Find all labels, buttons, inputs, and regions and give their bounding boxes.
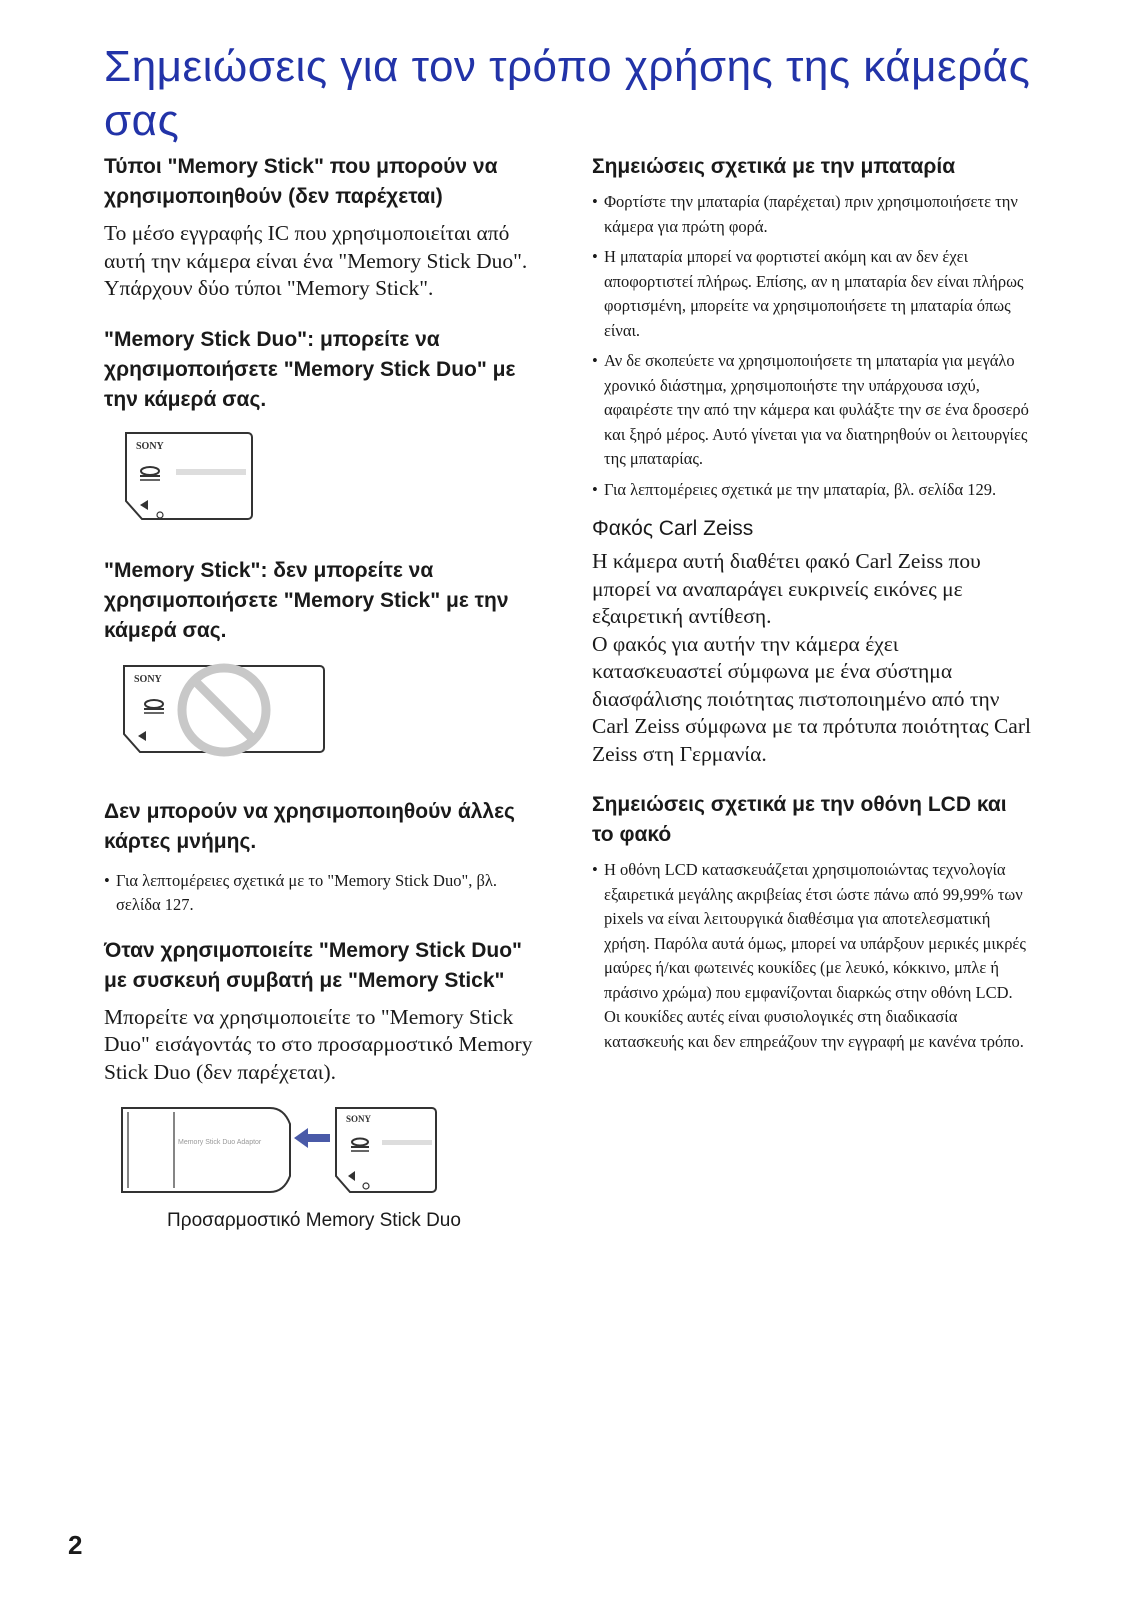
other-cards-heading: Δεν μπορούν να χρησιμοποιηθούν άλλες κάρτες μνήμης. [104, 799, 515, 853]
adapter-icon [104, 1104, 524, 1196]
lens-body-1: Η κάμερα αυτή διαθέτει φακό Carl Zeiss που μπορεί να αναπαράγει ευκρινείς εικόνες με εξαιρετική αντίθεση. [592, 549, 981, 628]
battery-heading: Σημειώσεις σχετικά με την μπαταρία [592, 155, 956, 178]
lens-body-2: Ο φακός για αυτήν την κάμερα έχει κατασκευαστεί σύμφωνα με ένα σύστημα διασφάλισης ποιότητας πιστοποιημένο από την Carl Zeiss σύμφωνα με τα πρότυπα ποιότητας Carl Zeiss στη Γερμανία. [592, 631, 1031, 766]
lcd-heading: Σημειώσεις σχετικά με την οθόνη LCD και το φακό [592, 793, 1007, 846]
list-item: • Για λεπτομέρειες σχετικά με την μπαταρία, βλ. σελίδα 129. [592, 478, 1032, 503]
insert-arrow-icon [294, 1128, 330, 1148]
right-column [592, 152, 1032, 1060]
memory-stick-icon [120, 662, 330, 766]
lcd-bullets [592, 858, 1032, 1054]
page-title: Σημειώσεις για τον τρόπο χρήσης της κάμεράς σας [104, 42, 1031, 145]
list-item: • Αν δε σκοπεύετε να χρησιμοποιήσετε τη μπαταρία για μεγάλο χρονικό διάστημα, χρησιμοποιήστε την υπάρχουσα ισχύ, αφαιρέστε την από την κάμερα και φυλάξτε την σε ένα δροσερό και ξηρό μέρος. Αυτό γίνεται για να διατηρηθούν οι λειτουργίες της μπαταρίας. [592, 349, 1032, 472]
left-column [104, 152, 544, 1233]
memory-stick-duo-figure [120, 429, 544, 530]
list-item: • Η μπαταρία μπορεί να φορτιστεί ακόμη και αν δεν έχει αποφορτιστεί πλήρως. Επίσης, αν η μπαταρία δεν είναι πλήρως φορτισμένη, μπορείτε να χρησιμοποιήσετε τη μπαταρία όπως είναι. [592, 245, 1032, 343]
adapter-figure [104, 1104, 544, 1233]
duo-brand-text: SONY [136, 440, 164, 452]
stick-heading: "Memory Stick": δεν μπορείτε να χρησιμοποιήσετε "Memory Stick" με την κάμερά σας. [104, 558, 509, 642]
memory-stick-figure [120, 662, 544, 771]
list-item: • Φορτίστε την μπαταρία (παρέχεται) πριν χρησιμοποιήσετε την κάμερα για πρώτη φορά. [592, 190, 1032, 239]
memory-stick-duo-icon [120, 429, 256, 525]
list-item: • Η οθόνη LCD κατασκευάζεται χρησιμοποιώντας τεχνολογία εξαιρετικά μεγάλης ακριβείας έτσι ώστε πάνω από 99,99% των pixels να είναι λειτουργικά διαθέσιμα για αποτελεσματική χρήση. Παρόλα αυτά όμως, μπορεί να υπάρξουν μερικές μικρές μαύρες ή/και φωτεινές κουκίδες (με λευκό, κόκκινο, μπλε ή πράσινο χρώμα) που εμφανίζονται διαρκώς στην οθόνη LCD. Οι κουκίδες αυτές είναι φυσιολογικές στη διαδικασία κατασκευής και δεν επηρεάζουν την εγγραφή με κανένα τρόπο. [592, 858, 1032, 1054]
compat-body: Μπορείτε να χρησιμοποιείτε το "Memory Stick Duo" εισάγοντάς το στο προσαρμοστικό Memory Stick Duo (δεν παρέχεται). [104, 1004, 533, 1084]
adapter-label-text: Memory Stick Duo Adaptor [178, 1139, 262, 1146]
adapter-brand-text: SONY [346, 1114, 372, 1124]
battery-bullets [592, 190, 1032, 502]
types-heading: Τύποι "Memory Stick" που μπορούν να χρησιμοποιηθούν (δεν παρέχεται) [104, 155, 498, 208]
adapter-caption: Προσαρμοστικό Memory Stick Duo [167, 1210, 461, 1231]
other-cards-bullets [104, 869, 544, 918]
list-item: • Για λεπτομέρειες σχετικά με το "Memory Stick Duo", βλ. σελίδα 127. [104, 869, 544, 918]
stick-brand-text: SONY [134, 673, 162, 685]
types-body: Το μέσο εγγραφής IC που χρησιμοποιείται από αυτή την κάμερα είναι ένα "Memory Stick Duo". Υπάρχουν δύο τύποι "Memory Stick". [104, 221, 528, 300]
lens-heading: Φακός Carl Zeiss [592, 517, 754, 540]
compat-heading: Όταν χρησιμοποιείτε "Memory Stick Duo" με συσκευή συμβατή με "Memory Stick" [104, 938, 522, 992]
duo-heading: "Memory Stick Duo": μπορείτε να χρησιμοποιήσετε "Memory Stick Duo" με την κάμερά σας. [104, 327, 516, 411]
page-number: 2 [68, 1530, 83, 1560]
